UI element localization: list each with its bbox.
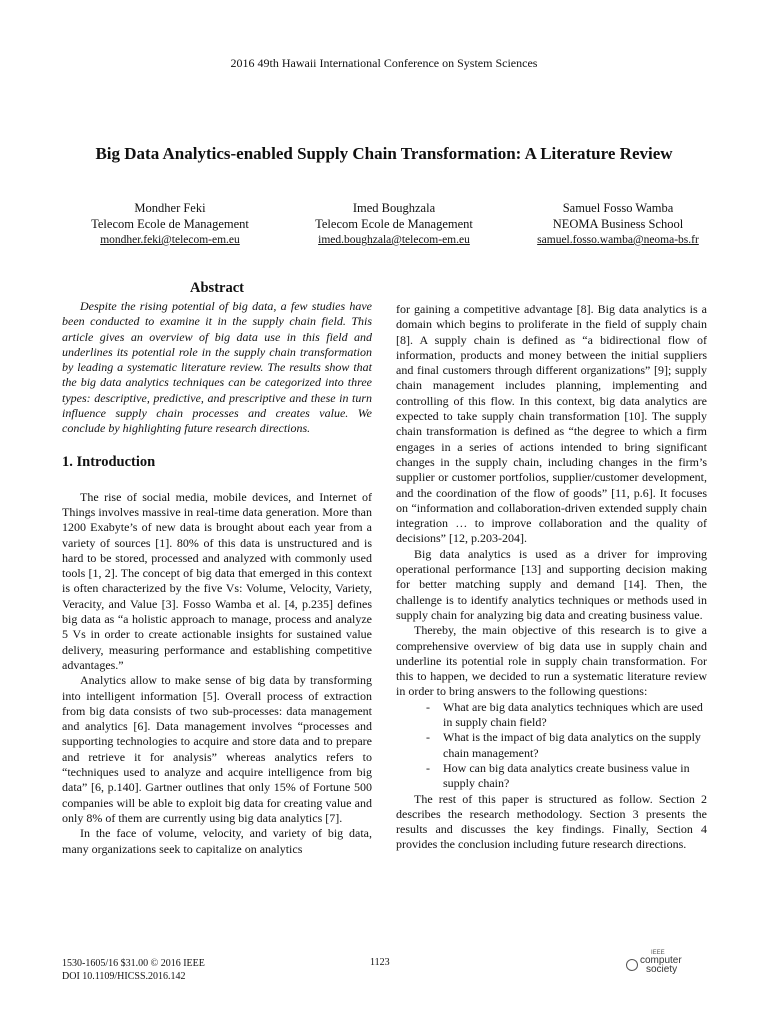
research-questions-list xyxy=(396,700,707,792)
list-item xyxy=(396,700,707,731)
author-email-link[interactable]: imed.boughzala@telecom-em.eu xyxy=(318,234,470,246)
author-1 xyxy=(60,200,280,248)
dash-bullet: - xyxy=(426,730,430,745)
intro-paragraph-2: Analytics allow to make sense of big data by transforming into intelligent information [5]. Overall process of extraction from big data consists of two sub-processes: data management and analytics [6]. Data management involves “processes and supporting technologies to acquire and store data and to prepare and retrieve it for analysis” whereas analytics refers to “techniques used to analyze and acquire intelligence from big data” [6, p.140]. Gartner outlines that only 15% of Fortune 500 companies will be able to exploit big data for creating value and only 8% of them are currently using big data analytics [7]. xyxy=(62,673,372,825)
abstract-heading: Abstract xyxy=(190,280,244,296)
right-column xyxy=(396,302,707,853)
intro-paragraph-3: In the face of volume, velocity, and variety of big data, many organizations seek to capitalize on analytics xyxy=(62,826,372,856)
logo-line-2: society xyxy=(646,964,678,975)
author-name: Imed Boughzala xyxy=(352,201,436,215)
author-affiliation: Telecom Ecole de Management xyxy=(91,217,249,231)
author-name: Mondher Feki xyxy=(134,201,206,215)
logo-circle-icon xyxy=(626,959,638,971)
intro-paragraph-4: Big data analytics is used as a driver for improving operational performance [13] and supporting decision making for better matching supply and demand [14]. Then, the challenge is to identify analytics techniques or methods used in supply chain for analyzing big data and creating business value. xyxy=(396,546,707,622)
left-column xyxy=(62,280,372,857)
intro-continuation: for gaining a competitive advantage [8]. Big data analytics is a domain which begins to proliferate in the field of supply chain [8]. A supply chain is defined as “a bidirectional flow of information, products and money between the initial suppliers and final customers through different organizations” [9]; supply chain management includes planning, implementing and controlling of this flow. In this context, big data analytics are expected to take supply chain transformation [10]. The supply chain transformation is defined as “the degree to which a firm engages in a series of actions intended to bring significant changes in the supply chain, including changes in the firm’s supplier or customer portfolios, supplier/customer development, and the coordination of the flow of goods” [11, p.6]. It focuses on “information and collaboration-driven extended supply chain integration … to improve collaboration and the quality of decisions” [12, p.203-204]. xyxy=(396,302,707,546)
footer-citation xyxy=(62,957,205,983)
ieee-small-label: IEEE xyxy=(651,950,665,956)
author-email-link[interactable]: mondher.feki@telecom-em.eu xyxy=(100,234,240,246)
author-email-link[interactable]: samuel.fosso.wamba@neoma-bs.fr xyxy=(537,234,699,246)
computer-society-logo xyxy=(626,950,698,978)
dash-bullet: - xyxy=(426,760,430,775)
intro-paragraph-1: The rise of social media, mobile devices, and Internet of Things involves massive in real-time data generation. More than 1200 Exabyte’s of new data is brought about each year from a variety of sources [1]. 80% of this data is unstructured and is hard to be stored, processed and analyzed with commonly used tools [1, 2]. The concept of big data that emerged in this context is often characterized by the five Vs: Volume, Velocity, Variety, Veracity, and Value [3]. Fosso Wamba et al. [4, p.235] defines big data as “a holistic approach to manage, process and analyze 5 Vs in order to create actionable insights for sustained value delivery, measuring performance and establishing competitive advantages.” xyxy=(62,489,372,672)
page-number: 1123 xyxy=(370,957,390,968)
list-item xyxy=(396,730,707,761)
conference-header: 2016 49th Hawaii International Conference on System Sciences xyxy=(230,56,538,70)
question-text: What are big data analytics techniques which are used in supply chain field? xyxy=(443,699,703,730)
author-2 xyxy=(284,200,504,248)
list-item xyxy=(396,761,707,792)
issn-line: 1530-1605/16 $31.00 © 2016 IEEE xyxy=(62,958,205,969)
dash-bullet: - xyxy=(426,699,430,714)
question-text: How can big data analytics create business value in supply chain? xyxy=(443,760,690,791)
author-affiliation: Telecom Ecole de Management xyxy=(315,217,473,231)
paper-title: Big Data Analytics-enabled Supply Chain Transformation: A Literature Review xyxy=(95,144,673,163)
author-affiliation: NEOMA Business School xyxy=(552,217,684,231)
intro-paragraph-5: Thereby, the main objective of this research is to give a comprehensive overview of big data use in supply chain and underline its potential role in supply chain transformation. For this to happen, we decided to run a systematic literature review in order to bring answers to the following questions: xyxy=(396,623,707,699)
logo-wordmark xyxy=(640,956,682,974)
intro-paragraph-6: The rest of this paper is structured as follow. Section 2 describes the research methodology. Section 3 presents the results and discusses the key findings. Finally, Section 4 provides the conclusion including future research directions. xyxy=(396,791,707,852)
author-name: Samuel Fosso Wamba xyxy=(562,201,674,215)
author-block xyxy=(60,200,728,250)
doi-line: DOI 10.1109/HICSS.2016.142 xyxy=(62,971,186,982)
question-text: What is the impact of big data analytics on the supply chain management? xyxy=(443,730,701,760)
author-3 xyxy=(508,200,728,248)
abstract-text: Despite the rising potential of big data, a few studies have been conducted to examine it in the supply chain field. This article gives an overview of big data use in this field and underlines its potential role in the supply chain transformation by leading a systematic literature review. The results show that the big data analytics techniques can be categorized into three types: descriptive, predictive, and prescriptive and these in turn influence supply chain processes and creates value. We conclude by highlighting future research directions. xyxy=(62,299,372,436)
logo-line-1: computer xyxy=(640,955,682,966)
introduction-heading: 1. Introduction xyxy=(62,453,156,470)
